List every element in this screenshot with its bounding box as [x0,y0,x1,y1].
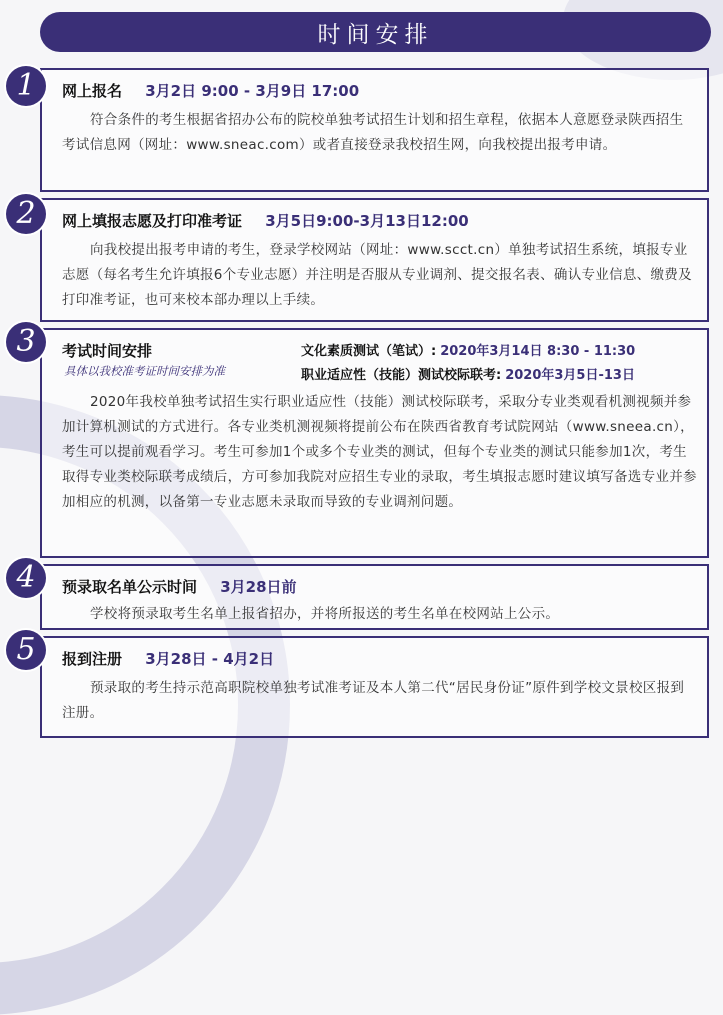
skill-test-date: 2020年3月5日-13日 [505,368,635,383]
section-body: 符合条件的考生根据省招办公布的院校单独考试招生计划和招生章程，依据本人意愿登录陕西招生考试信息网（网址：www.sneac.com）或者直接登录我校招生网，向我校提出报考申请。 [62,112,684,153]
skill-test-label: 职业适应性（技能）测试校际联考: [301,368,502,383]
page-title-text: 时间安排 [317,21,434,48]
section-title-row [62,340,152,361]
section-body: 2020年我校单独考试招生实行职业适应性（技能）测试校际联考，采取分专业类观看机测视频并参加计算机测试的方式进行。各专业类机测视频将提前公布在陕西省教育考试院网站（www.sneea.cn），考生可以提前观看学习。考生可参加1个或多个专业类的测试，但每个专业类的测试只能参加1次，考生取得专业类校际联考成绩后，方可参加我院对应招生专业的录取，考生填报志愿时建议填写备选专业并参加相应的机测，以备第一专业志愿未录取而导致的专业调剂问题。 [62,394,697,510]
section-title-row [62,576,297,597]
section-date: 3月28日前 [220,578,297,596]
written-test-date: 2020年3月14日 8:30 - 11:30 [440,344,636,359]
section-body: 学校将预录取考生名单上报省招办，并将所报送的考生名单在校网站上公示。 [90,606,560,622]
section-title: 考试时间安排 [62,342,153,360]
section-registration [40,636,709,738]
written-test-row [301,340,635,359]
section-title-row [62,210,469,231]
section-exam-schedule [40,328,709,558]
section-number-badge: 5 [6,630,46,670]
section-number-badge: 4 [6,558,46,598]
skill-test-row [301,364,635,383]
section-note: 具体以我校准考证时间安排为准 [64,364,225,378]
section-title: 网上填报志愿及打印准考证 [62,212,243,230]
section-title-row [62,80,359,101]
section-date: 3月2日 9:00 - 3月9日 17:00 [145,82,360,100]
section-body: 向我校提出报考申请的考生，登录学校网站（网址：www.scct.cn）单独考试招生系统，填报专业志愿（每名考生允许填报6个专业志愿）并注明是否服从专业调剂、提交报名表、确认专业信息、缴费及打印准考证，也可来校本部办理以上手续。 [62,242,692,308]
section-title: 预录取名单公示时间 [62,578,198,596]
section-number-badge: 3 [6,322,46,362]
section-online-registration [40,68,709,192]
section-number-badge: 1 [6,66,46,106]
section-date: 3月5日9:00-3月13日12:00 [265,212,469,230]
section-title: 网上报名 [62,82,123,100]
section-date: 3月28日 - 4月2日 [145,650,275,668]
section-number-badge: 2 [6,194,46,234]
section-fill-application [40,198,709,322]
page-title [40,12,711,52]
section-body: 预录取的考生持示范高职院校单独考试准考证及本人第二代“居民身份证”原件到学校文景校区报到注册。 [62,680,685,721]
section-title-row [62,648,274,669]
written-test-label: 文化素质测试（笔试）: [301,344,437,359]
section-title: 报到注册 [62,650,123,668]
section-pre-admission-list [40,564,709,630]
